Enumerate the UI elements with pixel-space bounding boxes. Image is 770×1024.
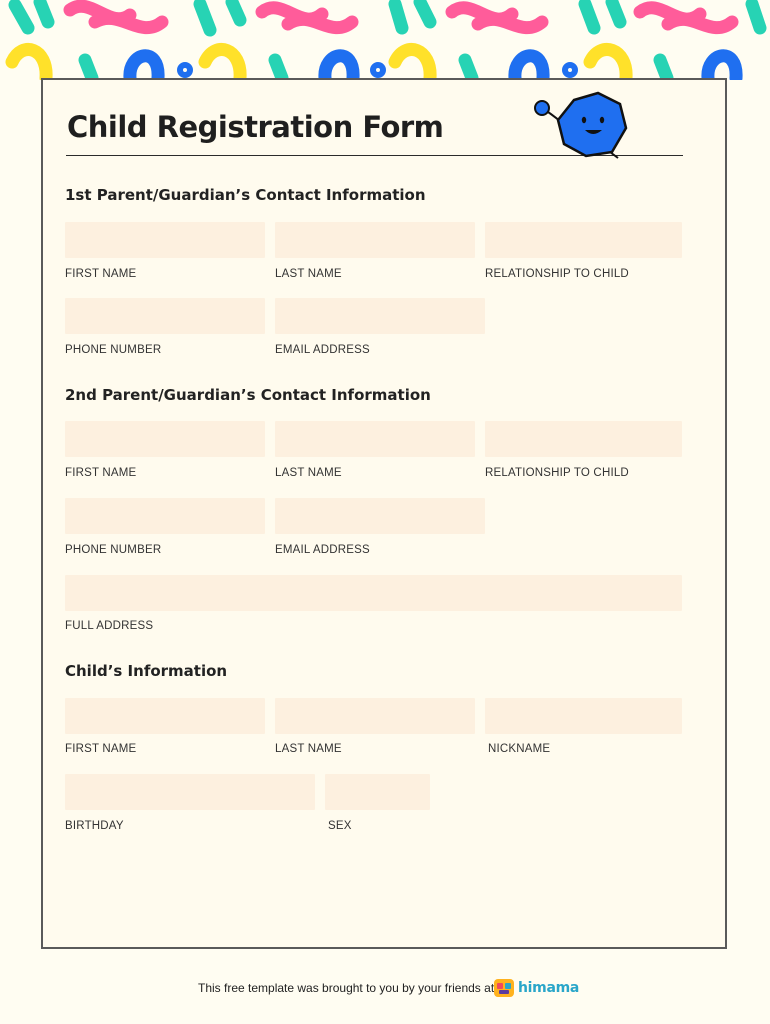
child-sex-label: SEX xyxy=(328,820,352,832)
himama-brand-text: himama xyxy=(518,980,580,996)
himama-logo[interactable] xyxy=(493,976,579,1000)
parent1-first-name-field[interactable] xyxy=(65,222,265,258)
child-first-name-field[interactable] xyxy=(65,698,265,734)
parent1-phone-label: PHONE NUMBER xyxy=(65,344,162,356)
child-nickname-label: NICKNAME xyxy=(488,743,551,755)
child-last-name-field[interactable] xyxy=(275,698,475,734)
parent2-full-address-label: FULL ADDRESS xyxy=(65,620,154,632)
child-last-name-label: LAST NAME xyxy=(275,743,342,755)
decorative-squiggle-pattern xyxy=(0,0,770,80)
child-first-name-label: FIRST NAME xyxy=(65,743,137,755)
parent1-phone-field[interactable] xyxy=(65,298,265,334)
parent2-relationship-label: RELATIONSHIP TO CHILD xyxy=(485,467,629,479)
section-heading-child: Child’s Information xyxy=(65,662,228,680)
parent2-relationship-field[interactable] xyxy=(485,421,682,457)
child-birthday-field[interactable] xyxy=(65,774,315,810)
section-heading-parent1: 1st Parent/Guardian’s Contact Information xyxy=(65,186,426,204)
parent2-email-field[interactable] xyxy=(275,498,485,534)
footer-credit-text: This free template was brought to you by your friends at xyxy=(198,981,495,995)
child-nickname-field[interactable] xyxy=(485,698,682,734)
parent2-first-name-field[interactable] xyxy=(65,421,265,457)
parent1-last-name-label: LAST NAME xyxy=(275,268,342,280)
parent2-phone-label: PHONE NUMBER xyxy=(65,544,162,556)
blue-octagon-mascot-icon xyxy=(528,90,632,160)
parent2-last-name-field[interactable] xyxy=(275,421,475,457)
parent2-email-label: EMAIL ADDRESS xyxy=(275,544,370,556)
parent1-email-label: EMAIL ADDRESS xyxy=(275,344,370,356)
child-sex-field[interactable] xyxy=(325,774,430,810)
child-birthday-label: BIRTHDAY xyxy=(65,820,124,832)
parent1-relationship-field[interactable] xyxy=(485,222,682,258)
parent1-first-name-label: FIRST NAME xyxy=(65,268,137,280)
parent2-phone-field[interactable] xyxy=(65,498,265,534)
parent2-first-name-label: FIRST NAME xyxy=(65,467,137,479)
parent1-email-field[interactable] xyxy=(275,298,485,334)
parent1-relationship-label: RELATIONSHIP TO CHILD xyxy=(485,268,629,280)
page-title: Child Registration Form xyxy=(67,110,444,144)
section-heading-parent2: 2nd Parent/Guardian’s Contact Information xyxy=(65,386,431,404)
parent2-last-name-label: LAST NAME xyxy=(275,467,342,479)
parent2-full-address-field[interactable] xyxy=(65,575,682,611)
parent1-last-name-field[interactable] xyxy=(275,222,475,258)
himama-logo-icon xyxy=(493,977,515,999)
